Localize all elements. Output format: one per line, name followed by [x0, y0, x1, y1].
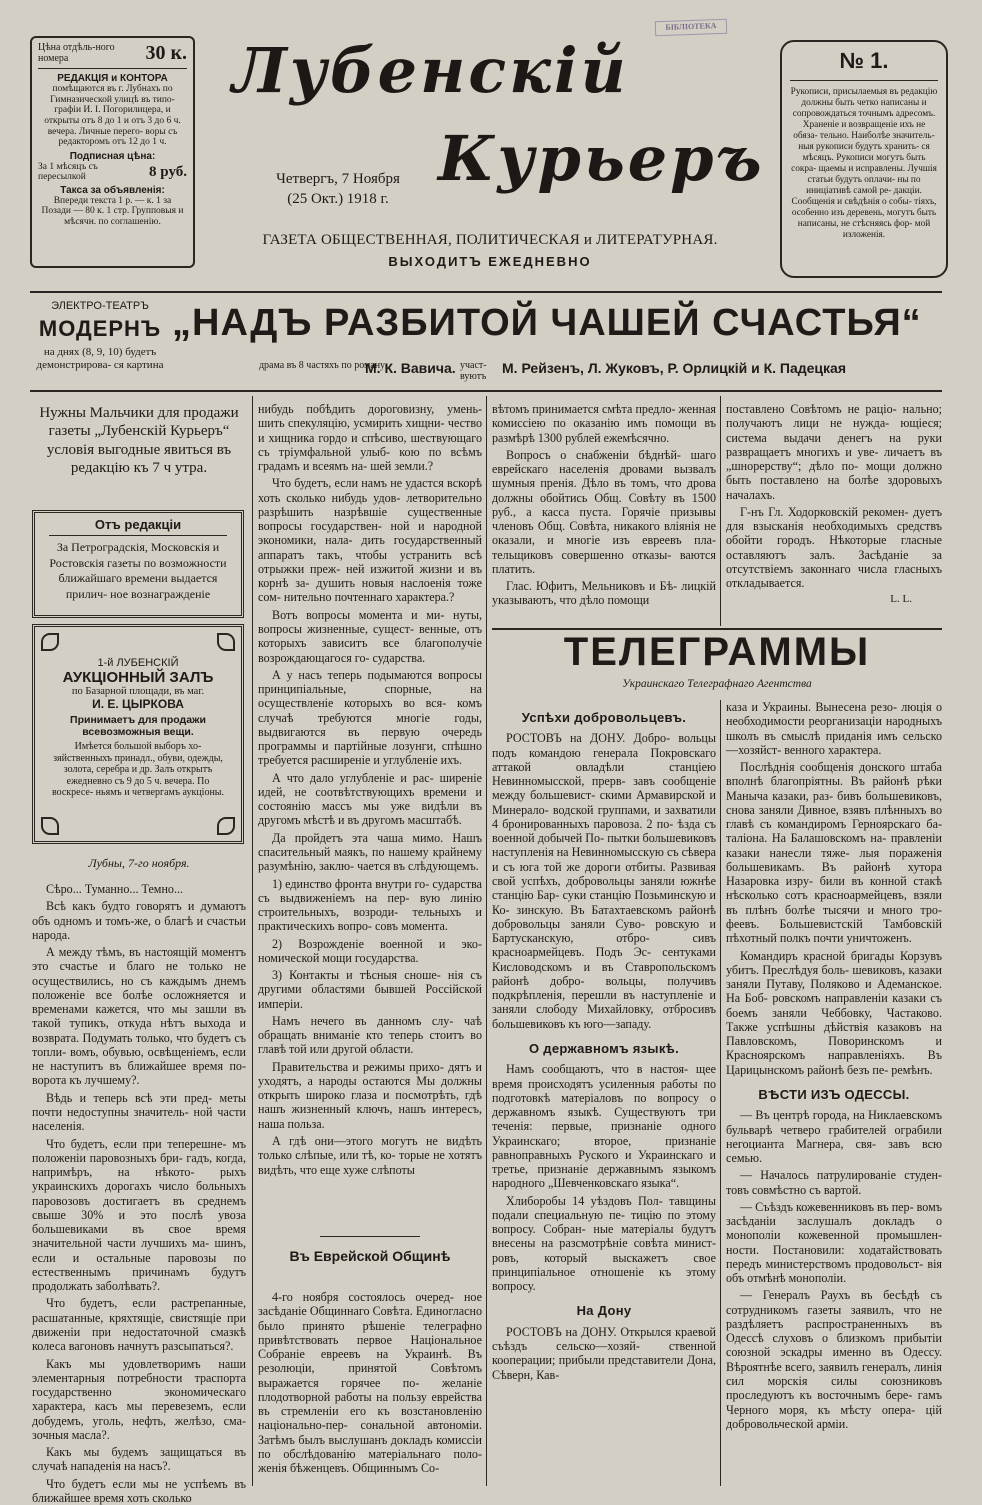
- office-text: помѣщаются въ г. Лубнахъ по Гимназической улицѣ въ типо- графіи И. I. Погорилицера, и открыты отъ 8 до 1 и отъ 3 до 6 ч. вечера. Личные перего- воры съ редакторомъ отъ 12 до 1 ч.: [44, 84, 181, 148]
- film-cast: М. Рейзенъ, Л. Жуковъ, Р. Орлицкій и К. Падецкая: [502, 360, 847, 376]
- article-paragraph: Сѣро... Туманно... Темно...: [46, 882, 184, 896]
- subscription-value: 8 руб.: [149, 163, 187, 180]
- editorial-notice-text: За Петроградскія, Московскія и Ростовскія газеты по возможности ближайшаго времени выдается прилич- ное вознагражденіе: [49, 540, 227, 601]
- article-paragraph: Какъ мы удовлетворимъ наши элементарныя потребности траспорта государственно экономическаго характера, касъ мы перевеземъ, если добудемъ, уголь, нефть, желѣзо, сма- зочныя масла?.: [32, 1356, 246, 1442]
- issue-number: № 1.: [790, 48, 938, 81]
- community-article-end: [726, 402, 942, 628]
- telegram-text: — Началось патрулированіе студен- товъ совмѣстно съ вартой.: [726, 1168, 942, 1197]
- community-article: [258, 1290, 482, 1486]
- article-paragraph: Вѣдь и теперь всѣ эти пред- меты почти недоступны значитель- ной части населенія.: [32, 1090, 246, 1134]
- article-paragraph: 1) единство фронта внутри го- сударства съ выдвиженіемъ на пер- вую линію строительныхъ, возроди- тельныхъ и практическихъ вопро- совъ момента.: [258, 876, 482, 934]
- article-paragraph: Вотъ вопросы момента и ми- нуты, вопросы жизненные, сущест- венные, отъ которыхъ зависитъ все благополучіе возрождающагося го- сударства.: [258, 607, 482, 665]
- telegram-text: — Генералъ Раухъ въ бесѣдѣ съ сотрудникомъ газеты заявилъ, что не раздѣляетъ распространенныхъ въ Одессѣ слуховъ о близкомъ прибытіи союзной эскадры именно въ Одессу. Вѣроятнѣе всего, заявилъ генералъ, линія сил морскія силы союзниковъ проследуютъ къ восточнымъ бере- гамъ Черного моря, къ мѣсту опера- цій добровольческой арміи.: [726, 1288, 942, 1431]
- issue-date-line2: (25 Окт.) 1918 г.: [287, 190, 389, 207]
- auction-line3: по Базарной площади, въ маг.: [71, 686, 205, 697]
- auction-line2: АУКЦІОННЫЙ ЗАЛЪ: [62, 669, 214, 686]
- info-box-right: [780, 40, 948, 278]
- library-stamp: [655, 20, 727, 72]
- column-rule-3: [720, 396, 721, 626]
- telegram-heading-language: О державномъ языкѣ.: [528, 1040, 679, 1056]
- telegram-heading-don: На Дону: [576, 1303, 632, 1319]
- article-paragraph: А между тѣмъ, въ настоящій моментъ это счастье и благо не только не осуществились, но съ каждымъ днемъ положеніе все болѣе осложняется и временами кажется, что мы зашли въ такой тупикъ, откуда нѣтъ выхода и возврата. Подумать только, что будетъ съ топли- вомъ, обувью, освѣщеніемъ, если не наступитъ въ ближайшее время по- ворота къ лучшему?.: [32, 945, 246, 1088]
- telegram-text: каза и Украины. Вынесена резо- люція о необходимости реорганизаціи народныхъ школъ въ смыслѣ приданія имъ сельско—хозяйст- венного характера.: [726, 700, 942, 757]
- telegram-text: — Въ центрѣ города, на Никлаевскомъ бульварѣ четверо грабителей ограбили негоцианта Магнера, свя- завъ всю семью.: [726, 1108, 942, 1166]
- article-paragraph: Намъ нечего въ данномъ слу- чаѣ обращать вниманіе кто теперь стоитъ во главѣ той или другой области.: [258, 1013, 482, 1057]
- community-heading: Въ Еврейской Общинѣ: [289, 1248, 451, 1264]
- ornament-corner-icon: [217, 817, 235, 835]
- editorial-article: [32, 882, 246, 1505]
- dateline: Лубны, 7-го ноября.: [88, 856, 190, 870]
- telegram-heading-volunteers: Успѣхи добровольцевъ.: [521, 710, 687, 725]
- telegram-text: Послѣднія сообщенія донского штаба вполнѣ благопріятны. Въ районѣ рѣки Маныча казаки, раз- бивъ большевиковъ, снова заняли Дивное, взявъ плѣнныхъ во главѣ съ командиромъ Герноярскаго ба- таліона. На Балашовскомъ на- правленіи казаки нанесли тяже- лыя пораженія большевикамъ. Въ районѣ хутора Назаровка изру- били въ конной стакѣ нѣсколько сотъ красноармейцевъ, взяли въ плѣнъ болѣе тысячи и много тро- феевъ. Большевистскій Тамбовскій пѣхотный полкъ почти уничтоженъ.: [726, 760, 942, 946]
- newspaper-title-line2: Курьеръ: [438, 122, 765, 195]
- masthead-rule: [30, 291, 942, 293]
- telegram-text: Хлиборобы 14 уѣздовъ Пол- тавщины подали специальную пе- тицію по этому вопросу. Собран- ные матеріалы будутъ внесены на разсмотрѣніе совѣта минист- ровъ, который выскажетъ свое принципіальное отношеніе къ этому вопросу.: [492, 1193, 716, 1294]
- telegram-text: — Съѣздъ кожевенниковъ въ пер- вомъ засѣданіи заслушалъ докладъ о монополіи кожевенной промышлен- ности. Постановили: ходатайствовать передъ министерствомъ продовольст- вія объ отмѣнѣ монополіи.: [726, 1199, 942, 1286]
- section-rule: [320, 1236, 420, 1237]
- editorial-notice-title: Отъ редакціи: [49, 517, 227, 536]
- article-paragraph: Глас. Юфитъ, Мельниковъ и Бѣ- лицкій указываютъ, что дѣло помощи: [492, 579, 716, 608]
- ornament-corner-icon: [41, 817, 59, 835]
- telegram-text: Командиръ красной бригады Корзувъ убитъ. Преслѣдуя боль- шевиковъ, казаки заняли Путаву, Поляково и Адеманское. На Боб- ровскомъ направленіи казаки съ боемъ заняли Чеббовку, Частаково. Также успѣшны дѣйствія казаковъ на Павловскомъ, Поворинскомъ и Красноярскомъ направленіяхъ. Въ Царицынскомъ районѣ безъ пе- ремѣнъ.: [726, 948, 942, 1077]
- auction-line1: 1-й ЛУБЕНСКІЙ: [97, 657, 179, 669]
- cinema-rule: [30, 390, 942, 392]
- article-paragraph: Всѣ какъ будто говорятъ и думаютъ объ одномъ и томъ-же, о благѣ и счастьи народа.: [32, 899, 246, 942]
- cast-label: участ- вуютъ: [460, 360, 487, 382]
- film-title: „НАДЪ РАЗБИТОЙ ЧАШЕЙ СЧАСТЬЯ“: [172, 302, 922, 344]
- article-paragraph: Вопросъ о снабженіи бѣднѣй- шаго еврейскаго населенія дровами вызвалъ шумныя пренія. Дѣло въ томъ, что дрова должны обойтись Общ. Совѣту въ 1500 руб., а касса пуста. Горячіе призывы членовъ Общ. Совѣта, никакого вліянія не оказали, и многіе изъ евреевъ пла- тельщиковъ совершенно отказы- ваются платить.: [492, 447, 716, 576]
- cinema-label: ЭЛЕКТРО-ТЕАТРЪ: [51, 300, 149, 312]
- price-label: Цѣна отдѣль-ного номера: [38, 42, 115, 64]
- telegrams-column-2: [726, 700, 942, 1486]
- ornament-corner-icon: [41, 633, 59, 651]
- telegram-text: Намъ сообщаютъ, что в настоя- щее время происходятъ усиленныя работы по подготовкѣ матеріаловъ по вопросу о державномъ языкѣ. Существуютъ три теченія: первые, признаніе одного Украинскаго; второе, признаніе равноправныхъ Руского и Украинскаго и третье, признаніе державнымъ языкомъ народного „Шевченковскаго языка“.: [492, 1062, 716, 1191]
- ornament-corner-icon: [217, 633, 235, 651]
- article-paragraph: А у насъ теперь подымаются вопросы принципіальные, спорные, на осуществленіе которыхъ во вся- комъ случаѣ требуются многіе годы, выдвигаются въ первую очередь программы и партійные лозунги, спѣшно требуется расширеніе и углубленіе ихъ.: [258, 667, 482, 768]
- newspaper-title-line1: Лубенскій: [232, 34, 629, 107]
- publication-frequency: ВЫХОДИТЪ ЕЖЕДНЕВНО: [388, 254, 592, 269]
- cinema-name: МОДЕРНЪ: [38, 316, 162, 341]
- article-paragraph: Г-нъ Гл. Ходорковскій рекомен- дуетъ для взысканія необходимыхъ средствъ обойти городъ. Нѣкоторые гласные оставляютъ залъ. Засѣданіе за отсутствіемъ законнаго числа гласныхъ откладывается.: [726, 504, 942, 591]
- film-author: М. К. Вавича.: [365, 360, 456, 376]
- office-title: РЕДАКЦІЯ и КОНТОРА: [57, 73, 168, 84]
- telegrams-column-1: [492, 706, 716, 1486]
- article-paragraph: нибудь побѣдить дороговизну, умень- шить спекуляцію, усмирить хищни- чество и хищника гордо и спѣсиво, шествующаго съ тріумфальной улыб- кою по всѣмъ градамъ и всеямъ на- шей земли.?: [258, 402, 482, 474]
- price-value: 30 к.: [145, 42, 187, 64]
- community-article-continued: [492, 402, 716, 628]
- masthead: [0, 0, 982, 290]
- film-description: драма въ 8 частяхъ по роману: [258, 360, 386, 371]
- article-paragraph: А что дало углубленіе и рас- ширеніе идей, не соотвѣтствующихъ времени и состоянію массъ мы уже видѣли въ другомъ мѣстѣ и въ другомъ масштабѣ.: [258, 770, 482, 828]
- article-paragraph: Какъ мы будемъ защищаться въ случаѣ нападенія на насъ?.: [32, 1445, 246, 1474]
- telegram-text: РОСТОВЪ на ДОНУ. Добро- вольцы подъ командою генерала Покровскаго аттакой овладѣли станціею Невинномысской, прерв- завъ сообщеніе между большевист- скими Армавирской и Минерало- водской группами, и захватили 4 бронированныхъ паровоза. 2 по- ѣзда съ военной добычей По- пытки большевиковъ наступленія на Невинномысскую съ сѣвера и съ юга той же дороги отбиты. Развивая свой успѣхъ, добровольцы заняли южнѣе станцію Бар- суки станцію Позьминскую и Ко- зинскую. Въ Батахтаевскомъ районѣ добровольцы заняли Суво- ровскую и Бартусканскую, отбро- сивъ красноармейцевъ. Подъ Эс- сентуками Кисловодскомъ и въ Ставропольскомъ районѣ добро- вольцы, получивъ подкрѣпленія, перешли въ наступленіе и заняли слободу Михайловку, отбросивъ большевиковъ къ юго—западу.: [492, 731, 716, 1031]
- article-paragraph: Что будетъ, если растрепанные, расшатанные, кряхтящіе, свистящіе при движеніи при недостаточной смазкѣ колеса вагоновъ начнутъ разсыпаться?.: [32, 1296, 246, 1354]
- issue-date-line1: Четвергъ, 7 Ноября: [276, 171, 400, 187]
- cinema-ad: [30, 296, 942, 388]
- ads-title: Такса за объявленія:: [60, 184, 165, 196]
- auction-line6: Имѣется большой выборъ хо- зяйственныхъ принадл., обуви, одежды, золота, серебра и др. Залъ открытъ ежедневно съ 9 до 5 ч. вечера. По воскресе- ньямъ и четвергамъ аукціоны.: [51, 741, 225, 798]
- article-paragraph: Что будетъ, если при теперешне- мъ положеніи паровозныхъ бри- гадъ, когда, напримѣръ, на нѣкото- рыхъ украинскихъ дорогахъ число больныхъ паровозовъ достигаетъ въ среднемъ свыше 30% и это послѣ увоза большевиками въ свое время значительной части лучшихъ ма- шинъ, если и остальные паровозы по естественнымъ причинамъ будутъ продолжать заболѣвать?.: [32, 1136, 246, 1294]
- library-stamp-text: БІБЛІОТЕКА: [655, 19, 727, 36]
- odessa-news-heading: ВѢСТИ ИЗЪ ОДЕССЫ.: [758, 1086, 910, 1102]
- article-paragraph: Да пройдетъ эта чаша мимо. Нашъ спасительный маякъ, по нашему крайнему разумѣнію, заклю- чается въ слѣдующемъ.: [258, 830, 482, 874]
- issue-date: [228, 170, 448, 209]
- auction-line5: Принимаетъ для продажи всевозможныя вещи.: [70, 714, 206, 738]
- author-signature: L. L.: [890, 593, 912, 606]
- article-paragraph: вѣтомъ принимается смѣта предло- женная комиссіею по оказанію имъ помощи въ размѣрѣ 1300 рублей ежемѣсячно.: [492, 402, 716, 445]
- article-paragraph: 3) Контакты и тѣсныя сноше- нія съ другими областями бывшей Россійской имперіи.: [258, 968, 482, 1011]
- article-paragraph: Правительства и режимы прихо- дятъ и уходятъ, а народы остаются Мы должны открыть широко глаза и посмотрѣть, гдѣ нашъ жизненный ключъ, нашъ интересъ, наша польза.: [258, 1059, 482, 1131]
- submission-rules: Рукописи, присылаемыя въ редакцію должны быть четко написаны и сопровождаться точнымъ адресомъ. Храненіе и возвращеніе ихъ не обяза- тельно. Наиболѣе значитель- ныя рукописи будутъ хранить- ся мѣсяцъ. Рукописи могутъ быть сокра- щаемы и исправлены. Лучшія статьи будутъ оплачи- ны по иниціативѣ самой ре- дакціи. Сообщенія и свѣдѣнія о собы- тіяхъ, особенно изъ деревень, могутъ быть написаны, не стѣсняясь фор- мой изложенія.: [790, 87, 938, 240]
- article-paragraph: Что будетъ если мы не успѣемъ въ ближайшее время хоть сколько: [32, 1476, 246, 1505]
- article-paragraph: Что будетъ, если намъ не удастся вскорѣ хоть сколько нибудь удов- летворительно разрѣшить назрѣвшіе существенные вопросы государствен- ной и народной экономики, нала- дить государственный аппаратъ такъ, чтобы устранить всѣ отрыжки преж- ней изжитой жизни и въ корнѣ за- душить новыя наслоенія тоже сом- нительно почтеннаго характера.?: [258, 476, 482, 605]
- info-box-left: [30, 36, 195, 268]
- ads-text: Впереди текста 1 р. — к. 1 за Позади — 80 к. 1 стр. Групповыя и мѣсячн. по соглашенію.: [41, 195, 184, 227]
- telegrams-agency: Украинскаго Телеграфнаго Агентства: [622, 678, 812, 690]
- editorial-notice: [32, 510, 244, 618]
- boys-wanted-ad: Нужны Мальчики для продажи газеты „Лубенскій Курьеръ“ условія выгодные явиться въ редакцію къ 7 ч утра.: [39, 405, 239, 476]
- editorial-article-continued: [258, 402, 482, 1222]
- article-paragraph: А гдѣ они—этого могутъ не видѣть только слѣпые, или тѣ, ко- торые не хотятъ видѣть, что еще хуже слѣпоты: [258, 1134, 482, 1177]
- article-paragraph: поставлено Совѣтомъ не раціо- нально; получаютъ лици не нужда- ющіеся; система выдачи денегъ на руки развращаетъ многихъ и уве- личаетъ въ „шнорерству“; дѣло по- мощи должно быть поставлено на болѣе здоровыхъ началахъ.: [726, 402, 942, 502]
- subscription-text: За 1 мѣсяцъ съ пересылкой: [38, 161, 98, 183]
- column-rule-1: [252, 396, 253, 1486]
- subscription-title: Подписная цѣна:: [69, 150, 156, 162]
- auction-ad: [32, 624, 244, 844]
- article-paragraph: 2) Возрожденіе военной и эко- номической мощи государства.: [258, 936, 482, 965]
- column-rule-4: [720, 700, 721, 1486]
- telegrams-heading: ТЕЛЕГРАММЫ: [563, 630, 871, 674]
- newspaper-subtitle: ГАЗЕТА ОБЩЕСТВЕННАЯ, ПОЛИТИЧЕСКАЯ и ЛИТЕРАТУРНАЯ.: [262, 232, 718, 248]
- telegram-text: РОСТОВЪ на ДОНУ. Открылся краевой съѣздъ сельско—хозяй- ственной кооперации; прибыли представители Дона, Сѣверн, Кав-: [492, 1324, 716, 1382]
- article-paragraph: 4-го ноября состоялось очеред- ное засѣданіе Общиннаго Совѣта. Единогласно было принято рѣшеніе телеграфно привѣтствовать первое Національное Собраніе евреевъ на Украинѣ. Въ резолюціи, принятой Совѣтомъ выражается горячее по- желаніе плодотворной работы на пользу еврейства въ стремленіи его къ возстановленію національно-пер- сональной автономіи. Затѣмъ былъ выслушанъ докладъ комиссіи по обслѣдованію матеріальнаго поло- женія бѣженцевъ. Общиннымъ Со-: [258, 1290, 482, 1476]
- cinema-days: на днях (8, 9, 10) будетъ демонстрирова- ся картина: [36, 346, 164, 371]
- column-rule-2: [486, 396, 487, 1486]
- auction-line4: И. Е. ЦЫРКОВА: [92, 697, 184, 711]
